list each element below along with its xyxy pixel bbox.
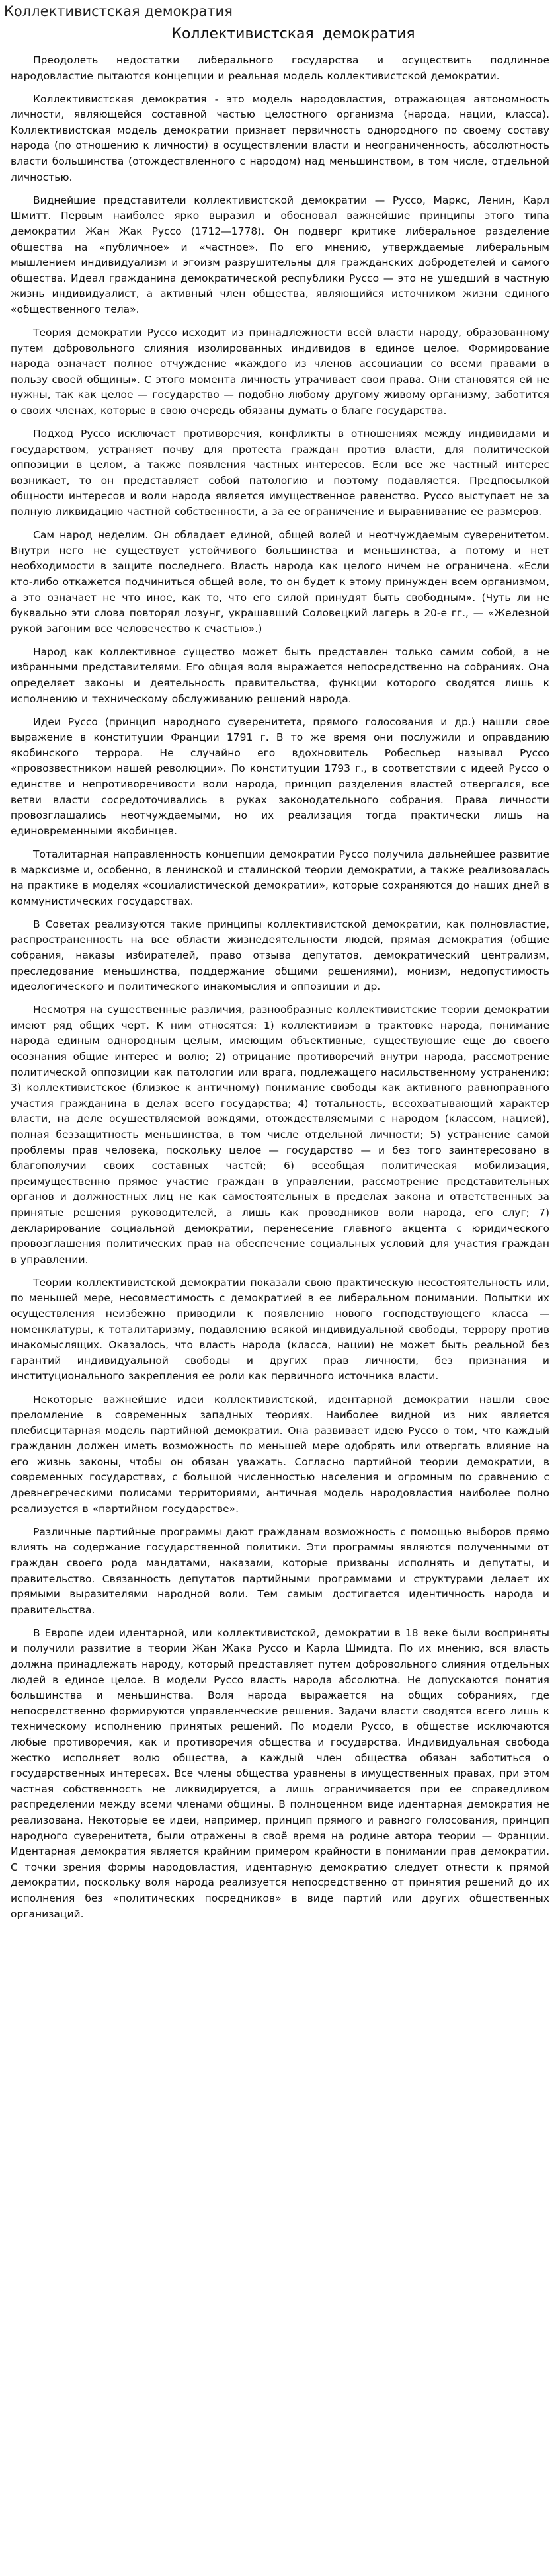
header-bar (0, 0, 560, 22)
document-page (0, 22, 560, 1930)
paragraph: Различные партийные программы дают гражданам возможность с помощью выборов прямо влиять на содержание государственной политики. Эти программы являются полученными от граждан своего рода мандатами, наказами, которые призваны исполнять и депутаты, и правительство. Связанность депутатов партийными программами и структурами делает их прямыми выразителями народной воли. Тем самым достигается идентичность народа и правительства. (11, 1525, 549, 1616)
paragraph: Преодолеть недостатки либерального государства и осуществить подлинное народовластие пытаются концепции и реальная модель коллективистской демократии. (11, 54, 549, 82)
article-title: Коллективистская демократия (171, 26, 415, 42)
paragraph: Тоталитарная направленность концепции демократии Руссо получила дальнейшее развитие в марксизме и, особенно, в ленинской и сталинской теории демократии, а также реализовалась на практике в моделях «социалистической демократии», которые сохраняются до наших дней в коммунистических государствах. (11, 848, 549, 907)
paragraph: Виднейшие представители коллективистской демократии — Руссо, Маркс, Ленин, Карл Шмитт. Первым наиболее ярко выразил и обосновал важнейшие принципы этого типа демократии Жан Жак Руссо (1712—1778). Он подверг критике либеральное разделение общества на «публичное» и «частное». По его мнению, утверждаемые либеральным мышлением индивидуализм и эгоизм разрушительны для гражданских добродетелей и самого общества. Идеал гражданина демократической республики Руссо — это не ушедший в частную жизнь индивидуалист, а активный член общества, являющийся источником жизни единого «общественного тела». (11, 194, 549, 315)
paragraph: Идеи Руссо (принцип народного суверенитета, прямого голосования и др.) нашли свое выражение в конституции Франции 1791 г. В то же время они послужили и оправданию якобинского террора. Не случайно его вдохновитель Робеспьер называл Руссо «провозвестником нашей революции». По конституции 1793 г., в соответствии с идеей Руссо о единстве и непротиворечивости воли народа, принцип разделения властей отвергался, все ветви власти сосредоточивались в руках законодательного собрания. Права личности провозглашались неотчуждаемыми, но их реализация тогда практически лишь на единовременными якобинцев. (11, 715, 549, 837)
document-heading: Коллективистская демократия (4, 3, 233, 19)
paragraph: Несмотря на существенные различия, разнообразные коллективистские теории демократии имеют ряд общих черт. К ним относятся: 1) коллективизм в трактовке народа, понимание народа единым однородным целым, имеющим объективные, существующие еще до своего осознания общие интерес и волю; 2) отрицание противоречий внутри народа, рассмотрение политической оппозиции как патологии или врага, подлежащего насильственному устранению; 3) коллективистское (близкое к античному) понимание свободы как активного равноправного участия гражданина в делах всего государства; 4) тотальность, всеохватывающий характер власти, на деле осуществляемой вождями, отождествляемыми с народом (классом, нацией), полная беззащитность меньшинства, в том числе отдельной личности; 5) устранение самой проблемы прав человека, поскольку целое — государство — и без того заинтересовано в благополучии своих составных частей; 6) всеобщая политическая мобилизация, преимущественно прямое участие граждан в управлении, рассмотрение представительных органов и должностных лиц не как самостоятельных в пределах закона и ответственных за принятые решения руководителей, а лишь как проводников воли народа, его слуг; 7) декларирование социальной демократии, перенесение главного акцента с юридического провозглашения политических прав на обеспечение социальных условий для участия граждан в управлении. (11, 1004, 549, 1266)
paragraph: Теория демократии Руссо исходит из принадлежности всей власти народу, образованному путем добровольного слияния изолированных индивидов в единое целое. Формирование народа означает полное отчуждение «каждого из членов ассоциации со всеми правами в пользу своей общины». С этого момента личность утрачивает свои права. Они становятся ей не нужны, так как целое — государство — подобно любому другому живому организму, заботится о своих членах, которые в свою очередь обязаны думать о благе государства. (11, 327, 549, 417)
paragraph: Коллективистская демократия - это модель народовластия, отражающая автономность личности, являющейся составной частью целостного организма (народа, нации, класса). Коллективистская модель демократии признает первичность однородного по своему составу народа (по отношению к личности) в осуществлении власти и неограниченность, абсолютность власти большинства (отождествленного с народом) над меньшинством, в том числе, отдельной личностью. (11, 93, 549, 183)
article-body (0, 53, 560, 1922)
paragraph: Теории коллективистской демократии показали свою практическую несостоятельность или, по меньшей мере, несовместимость с демократией в ее либеральном понимании. Попытки их осуществления неизбежно приводили к появлению нового господствующего класса — номенклатуры, к тоталитаризму, подавлению всякой индивидуальной свободы, террору против инакомыслящих. Оказалось, что власть народа (класса, нации) не может быть реальной без гарантий индивидуальной свободы и других прав личности, без признания и институционального закрепления ее роли как первичного источника власти. (11, 1276, 549, 1383)
paragraph: В Советах реализуются такие принципы коллективистской демократии, как полновластие, распространенность на все области жизнедеятельности людей, прямая демократия (общие собрания, наказы избирателей, право отзыва депутатов, демократический централизм, преследование меньшинства, поддержание общими решениями), монизм, недопустимость идеологического и политического инакомыслия и оппозиции и др. (11, 918, 549, 993)
paragraph: В Европе идеи идентарной, или коллективистской, демократии в 18 веке были восприняты и получили развитие в теории Жан Жака Руссо и Карла Шмидта. По их мнению, вся власть должна принадлежать народу, который представляет путем добровольного слияния отдельных людей в единое целое. В модели Руссо власть народа абсолютна. Не допускаются понятия большинства и меньшинства. Воля народа выражается на общих собраниях, где непосредственно формируются управленческие решения. Задачи власти сводятся всего лишь к техническому исполнению принятых решений. По модели Руссо, в обществе исключаются любые противоречия, как и противоречия общества и государства. Индивидуальная свобода жестко исполняет волю общества, а каждый член общества обязан заботиться о государственных интересах. Все члены общества уравнены в имущественных правах, при этом частная собственность не ликвидируется, а лишь ограничивается при ее справедливом распределении между всеми членами общины. В полноценном виде идентарная демократия не реализована. Некоторые ее идеи, например, принцип прямого и равного голосования, принцип народного суверенитета, были отражены в своё время на родине автора теории — Франции. Идентарная демократия является крайним примером крайности в понимании прав демократии. С точки зрения формы народовластия, идентарную демократию следует отнести к прямой демократии, поскольку воля народа реализуется непосредственно от принятия решений до их исполнения без «политических посредников» в виде партий или других общественных организаций. (11, 1627, 549, 1920)
paragraph: Подход Руссо исключает противоречия, конфликты в отношениях между индивидами и государством, устраняет почву для протеста граждан против власти, для политической оппозиции в целом, а также появления частных интересов. Если все же частный интерес возникает, то он представляет собой патологию и поэтому подавляется. Предпосылкой общности интересов и воли народа является имущественное равенство. Руссо выступает не за полную ликвидацию частной собственности, а за ее ограничение и выравнивание ее размеров. (11, 428, 549, 518)
paragraph: Некоторые важнейшие идеи коллективистской, идентарной демократии нашли свое преломление в современных западных теориях. Наиболее видной из них является плебисцитарная модель партийной демократии. Она развивает идею Руссо о том, что каждый гражданин должен иметь возможность по меньшей мере одобрять или отвергать влияние на его жизнь законы, чтобы он обязан уважать. Согласно партийной теории демократии, в современных государствах, с большой численностью населения и огромным по сравнению с древнегреческими полисами территориями, античная модель народовластия наиболее полно реализуется в «партийном государстве». (11, 1393, 549, 1515)
paragraph: Сам народ неделим. Он обладает единой, общей волей и неотчуждаемым суверенитетом. Внутри него не существует устойчивого большинства и меньшинства, а потому и нет необходимости в защите последнего. Власть народа как целого ничем не ограничена. «Если кто-либо откажется подчиниться общей воле, то он будет к этому принужден всем организмом, а это означает не что иное, как то, что его силой принудят быть свободным». (Чуть ли не буквально эти слова повторял лозунг, украшавший Соловецкий лагерь в 20-е гг., — «Железной рукой загоним все человечество к счастью».) (11, 529, 549, 635)
paragraph: Народ как коллективное существо может быть представлен только самим собой, а не избранными представителями. Его общая воля выражается непосредственно на собраниях. Она определяет законы и деятельность правительства, функции которого сводятся лишь к исполнению и техническому обслуживанию решений народа. (11, 645, 549, 705)
